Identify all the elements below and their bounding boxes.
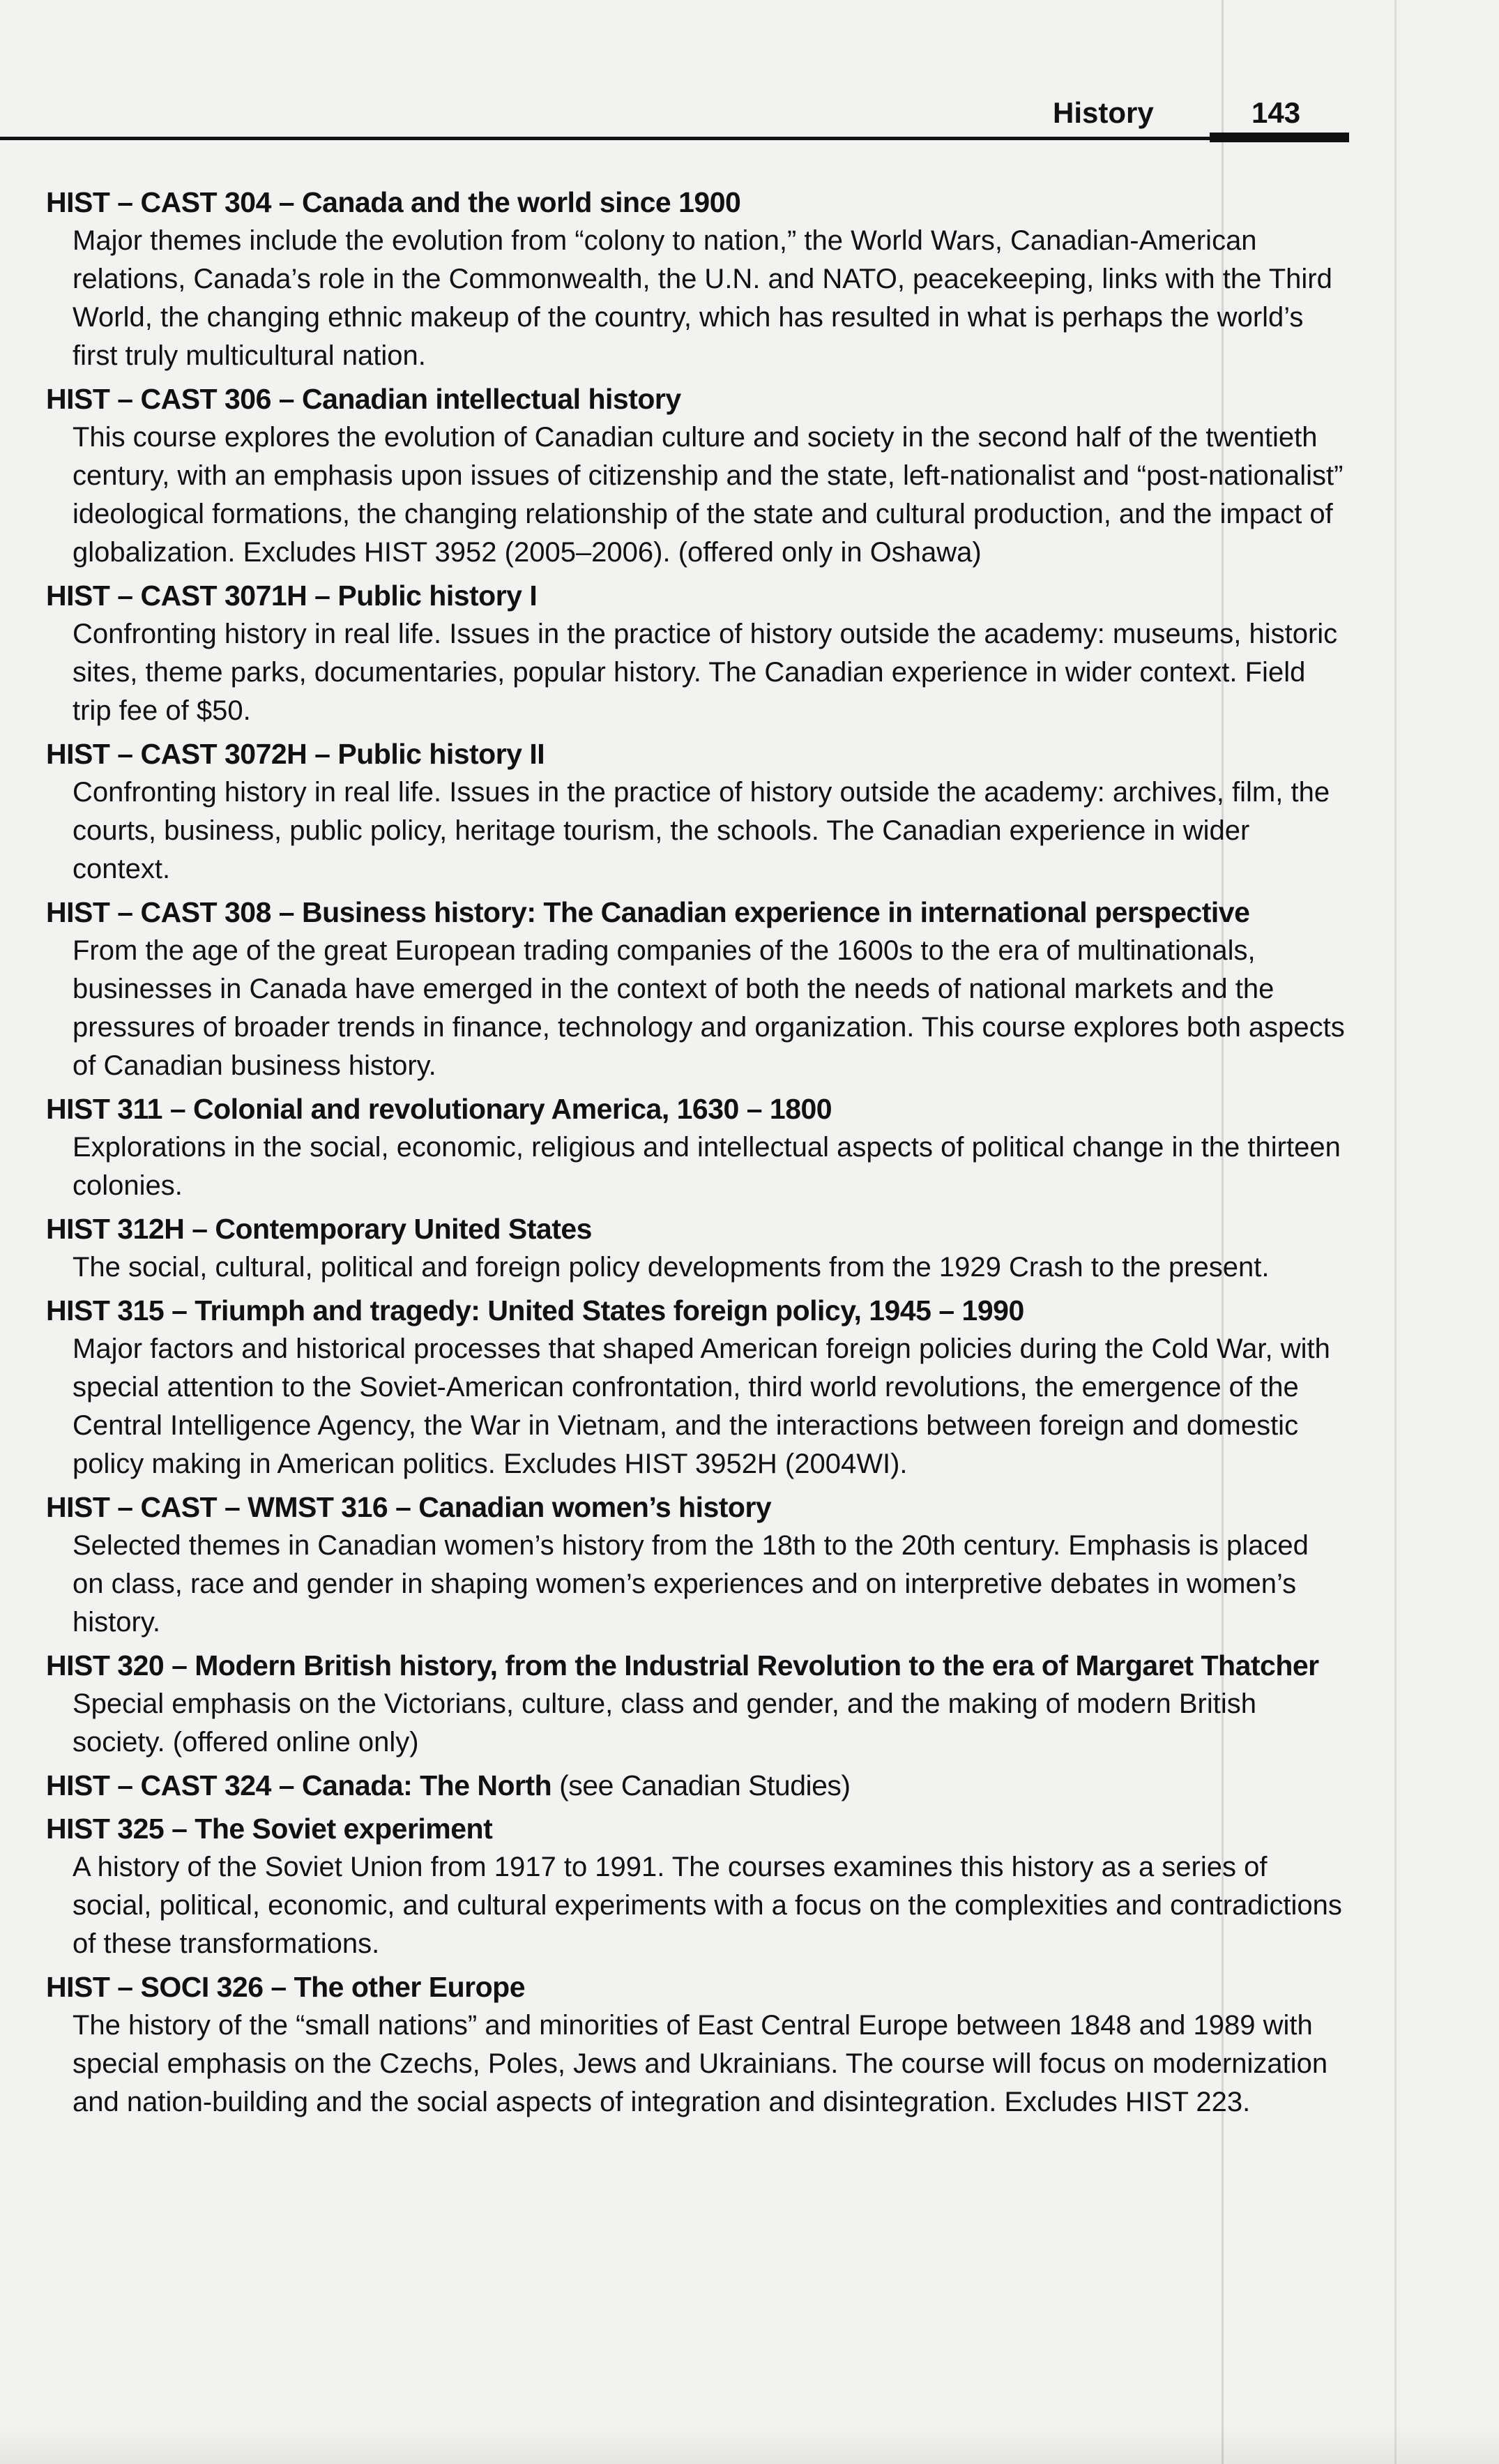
course-entry — [42, 1209, 1360, 1287]
course-entry — [42, 1967, 1360, 2122]
course-title: HIST – CAST 306 – Canadian intellectual history — [46, 383, 681, 415]
course-entry — [42, 576, 1360, 730]
course-description: The history of the “small nations” and minorities of East Central Europe between 1848 and 1989 with special emphasis on the Czechs, Poles, Jews and Ukrainians. The course will focus on modernization and nation-building and the social aspects of integration and disintegration. Excludes HIST 223. — [73, 2010, 1328, 2117]
course-description: Selected themes in Canadian women’s history from the 18th to the 20th century. Emphasis is placed on class, race and gender in shaping women’s experiences and on interpretive debates in women’s history. — [73, 1530, 1309, 1638]
page-bottom-shadow — [0, 2422, 1499, 2464]
course-description: A history of the Soviet Union from 1917 to 1991. The courses examines this history as a series of social, political, economic, and cultural experiments with a focus on the complexities and contradictions of these transformations. — [73, 1852, 1342, 1959]
course-entry — [42, 1488, 1360, 1642]
course-entry — [42, 1089, 1360, 1205]
course-title-line — [42, 1766, 1360, 1805]
course-list — [42, 183, 1360, 2126]
course-entry — [42, 1809, 1360, 1963]
page-edge-line — [1394, 0, 1397, 2464]
course-description: Special emphasis on the Victorians, culture, class and gender, and the making of modern British society. (offered online only) — [73, 1688, 1256, 1758]
course-description: This course explores the evolution of Canadian culture and society in the second half of the twentieth century, with an emphasis upon issues of citizenship and the state, left-nationalist and “post-nationalist” ideological formations, the changing relationship of the state and cultural production, and the impact of globalization. Excludes HIST 3952 (2005–2006). (offered only in Oshawa) — [73, 422, 1344, 568]
course-title: HIST – CAST 324 – Canada: The North — [46, 1769, 552, 1801]
course-title: HIST 320 – Modern British history, from the Industrial Revolution to the era of Margaret Thatcher — [46, 1649, 1319, 1681]
header-rule — [0, 137, 1349, 140]
course-title: HIST – CAST 304 – Canada and the world since 1900 — [46, 186, 741, 218]
course-description: Major themes include the evolution from “colony to nation,” the World Wars, Canadian-American relations, Canada’s role in the Commonwealth, the U.N. and NATO, peacekeeping, links with the Third World, the changing ethnic makeup of the country, which has resulted in what is perhaps the world’s first truly multicultural nation. — [73, 225, 1332, 371]
course-title: HIST – CAST 3071H – Public history I — [46, 580, 538, 612]
running-head: History — [1053, 96, 1154, 129]
page-number: 143 — [1251, 96, 1301, 129]
course-entry — [42, 183, 1360, 375]
course-title: HIST 325 – The Soviet experiment — [46, 1813, 493, 1845]
course-title: HIST – CAST – WMST 316 – Canadian women’s history — [46, 1491, 772, 1523]
course-description: Major factors and historical processes that shaped American foreign policies during the Cold War, with special attention to the Soviet-American confrontation, third world revolutions, the emergence of the Central Intelligence Agency, the War in Vietnam, and the interactions between foreign and domestic policy making in American politics. Excludes HIST 3952H (2004WI). — [73, 1333, 1330, 1479]
course-entry — [42, 734, 1360, 889]
course-description: Confronting history in real life. Issues in the practice of history outside the academy: museums, historic sites, theme parks, documentaries, popular history. The Canadian experience in wider context. Field trip fee of $50. — [73, 619, 1338, 726]
course-entry — [42, 893, 1360, 1085]
course-entry — [42, 1646, 1360, 1762]
course-description: Confronting history in real life. Issues in the practice of history outside the academy: archives, film, the courts, business, public policy, heritage tourism, the schools. The Canadian experience in wider context. — [73, 777, 1330, 884]
course-description: From the age of the great European trading companies of the 1600s to the era of multinationals, businesses in Canada have emerged in the context of both the needs of national markets and the pressures of broader trends in finance, technology and organization. This course explores both aspects of Canadian business history. — [73, 935, 1345, 1081]
course-description: Explorations in the social, economic, religious and intellectual aspects of political change in the thirteen colonies. — [73, 1132, 1341, 1201]
course-title: HIST 312H – Contemporary United States — [46, 1213, 592, 1245]
course-title: HIST 311 – Colonial and revolutionary America, 1630 – 1800 — [46, 1093, 832, 1125]
course-entry — [42, 379, 1360, 572]
course-title: HIST – SOCI 326 – The other Europe — [46, 1971, 526, 2003]
course-entry — [42, 1291, 1360, 1483]
header-rule-accent — [1210, 133, 1349, 142]
course-cross-reference: (see Canadian Studies) — [551, 1769, 851, 1801]
course-title: HIST 315 – Triumph and tragedy: United States foreign policy, 1945 – 1990 — [46, 1294, 1024, 1327]
course-title: HIST – CAST 308 – Business history: The Canadian experience in international perspective — [46, 896, 1250, 928]
course-title: HIST – CAST 3072H – Public history II — [46, 738, 545, 770]
page-header — [0, 0, 1499, 160]
course-description: The social, cultural, political and foreign policy developments from the 1929 Crash to the present. — [73, 1252, 1270, 1283]
course-entry — [42, 1766, 1360, 1805]
